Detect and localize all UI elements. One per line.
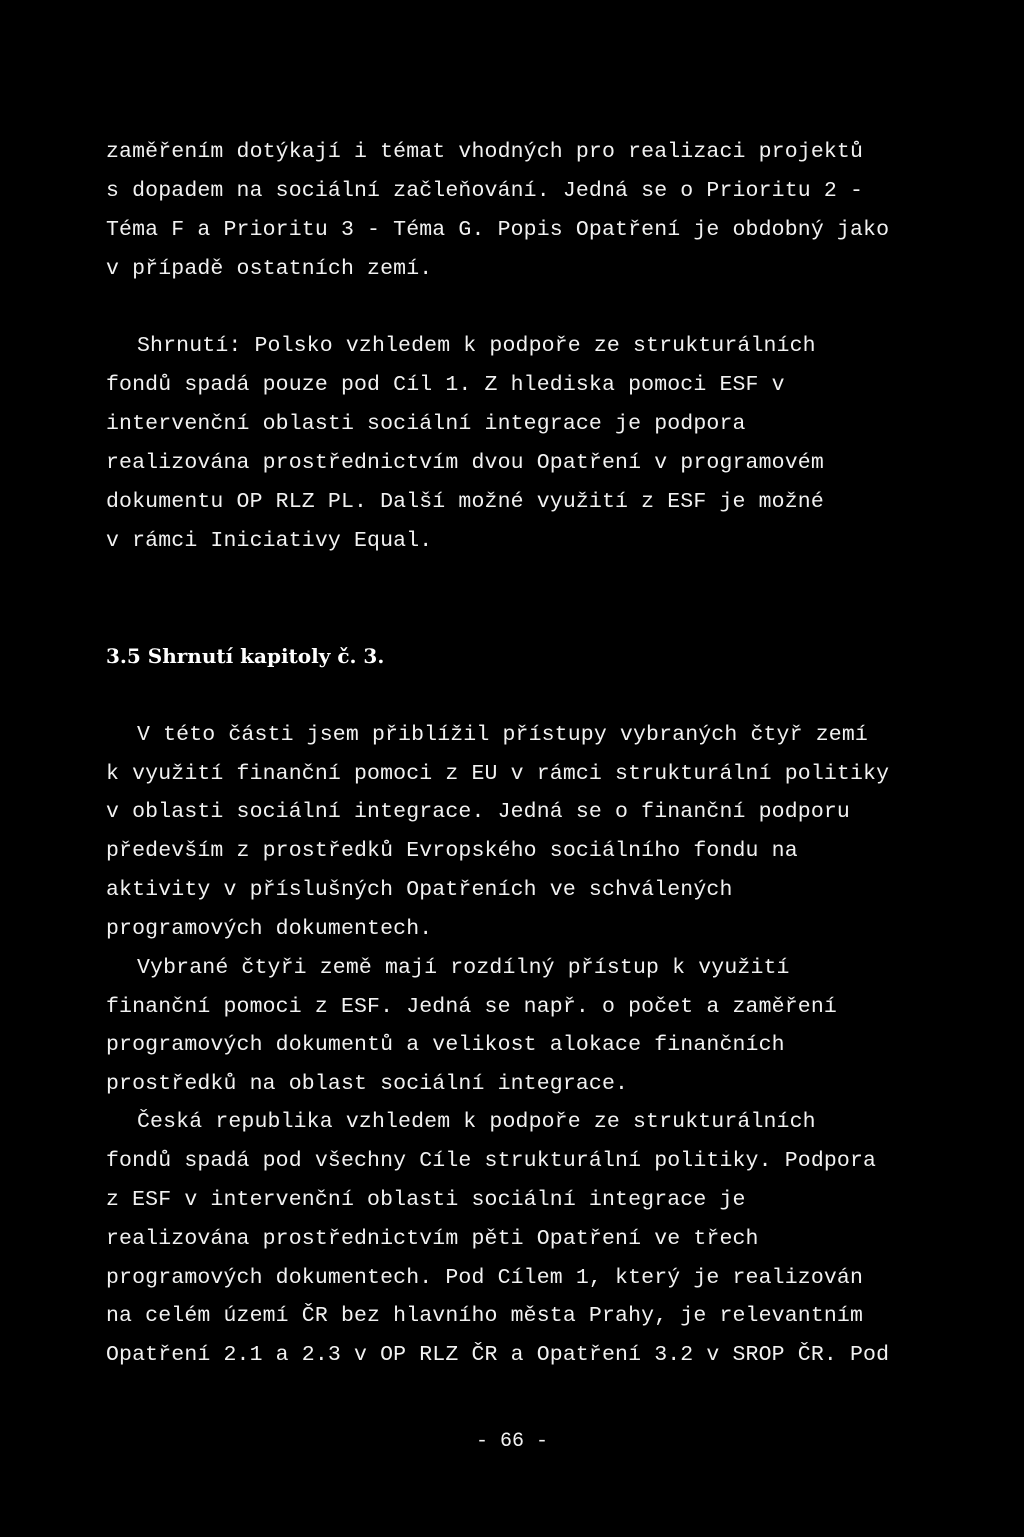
text-line: intervenční oblasti sociální integrace je podpora bbox=[106, 412, 746, 436]
text-line: realizována prostřednictvím dvou Opatření v programovém bbox=[106, 451, 824, 475]
text-line: Vybrané čtyři země mají rozdílný přístup k využití bbox=[137, 956, 790, 980]
text-line: Shrnutí: Polsko vzhledem k podpoře ze strukturálních bbox=[137, 334, 816, 358]
text-line: zaměřením dotýkají i témat vhodných pro realizaci projektů bbox=[106, 140, 864, 164]
text-line: Opatření 2.1 a 2.3 v OP RLZ ČR a Opatření 3.2 v SROP ČR. Pod bbox=[106, 1343, 890, 1367]
text-line: k využití finanční pomoci z EU v rámci strukturální politiky bbox=[106, 762, 890, 786]
text-line: na celém území ČR bez hlavního města Prahy, je relevantním bbox=[106, 1304, 864, 1328]
text-line: fondů spadá pod všechny Cíle strukturální politiky. Podpora bbox=[106, 1149, 877, 1173]
text-line: realizována prostřednictvím pěti Opatření ve třech bbox=[106, 1227, 759, 1251]
text-line: prostředků na oblast sociální integrace. bbox=[106, 1072, 629, 1096]
text-line: programových dokumentech. bbox=[106, 917, 433, 941]
text-line: programových dokumentů a velikost alokace finančních bbox=[106, 1033, 785, 1057]
text-line: dokumentu OP RLZ PL. Další možné využití z ESF je možné bbox=[106, 490, 824, 514]
text-line: fondů spadá pouze pod Cíl 1. Z hlediska pomoci ESF v bbox=[106, 373, 785, 397]
text-line: v rámci Iniciativy Equal. bbox=[106, 529, 433, 553]
text-line: především z prostředků Evropského sociálního fondu na bbox=[106, 839, 798, 863]
text-line: s dopadem na sociální začleňování. Jedná se o Prioritu 2 - bbox=[106, 179, 864, 203]
text-line: programových dokumentech. Pod Cílem 1, který je realizován bbox=[106, 1266, 864, 1290]
text-line: V této části jsem přiblížil přístupy vybraných čtyř zemí bbox=[137, 723, 868, 747]
text-line: z ESF v intervenční oblasti sociální integrace je bbox=[106, 1188, 746, 1212]
page-number: - 66 - bbox=[475, 1430, 548, 1453]
section-heading: 3.5 Shrnutí kapitoly č. 3. bbox=[106, 644, 385, 668]
text-line: Česká republika vzhledem k podpoře ze strukturálních bbox=[137, 1110, 816, 1134]
text-line: v případě ostatních zemí. bbox=[106, 257, 433, 281]
text-line: v oblasti sociální integrace. Jedná se o finanční podporu bbox=[106, 800, 850, 824]
text-line: Téma F a Prioritu 3 - Téma G. Popis Opatření je obdobný jako bbox=[106, 218, 890, 242]
text-line: aktivity v příslušných Opatřeních ve schválených bbox=[106, 878, 733, 902]
text-line: finanční pomoci z ESF. Jedná se např. o počet a zaměření bbox=[106, 995, 837, 1019]
